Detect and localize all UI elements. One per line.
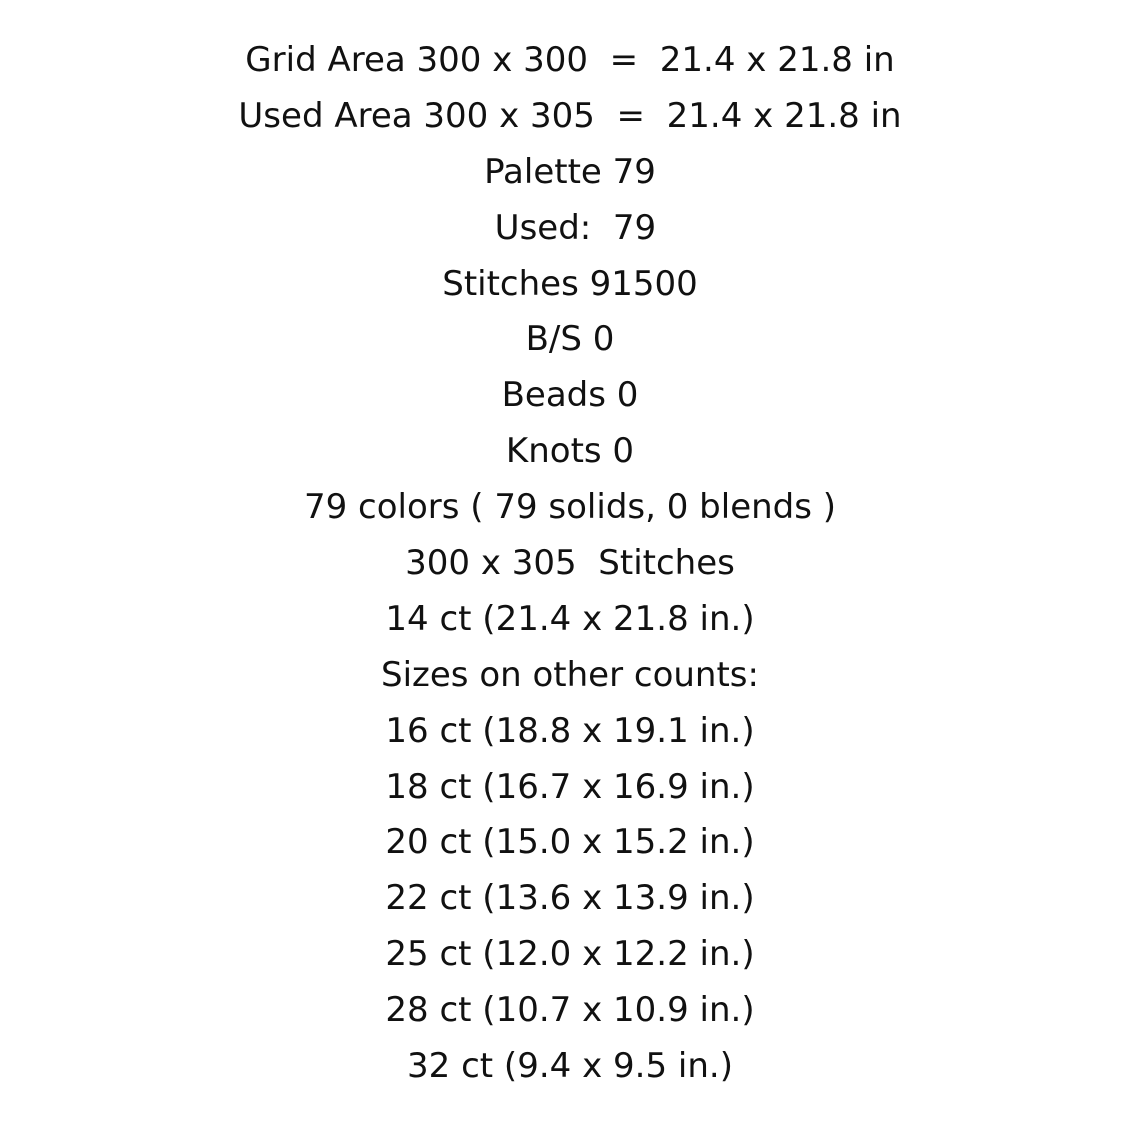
size-line-16ct: 16 ct (18.8 x 19.1 in.)	[385, 710, 755, 751]
used-area-line: Used Area 300 x 305 = 21.4 x 21.8 in	[238, 95, 902, 136]
size-line-18ct: 18 ct (16.7 x 16.9 in.)	[385, 766, 755, 807]
colors-summary-line: 79 colors ( 79 solids, 0 blends )	[303, 487, 837, 528]
dimensions-line: 300 x 305 Stitches	[405, 543, 735, 584]
grid-area-line: Grid Area 300 x 300 = 21.4 x 21.8 in	[245, 40, 895, 80]
size-line-32ct: 32 ct (9.4 x 9.5 in.)	[407, 1046, 733, 1087]
pattern-info-sheet	[0, 33, 1140, 1095]
stitches-line: Stitches 91500	[442, 263, 698, 304]
used-colors-line: Used: 79	[483, 207, 657, 248]
palette-line: Palette 79	[484, 151, 656, 192]
size-line-22ct: 22 ct (13.6 x 13.9 in.)	[385, 878, 755, 919]
other-counts-heading: Sizes on other counts:	[381, 654, 759, 695]
size-line-20ct: 20 ct (15.0 x 15.2 in.)	[385, 822, 755, 863]
back-stitches-line: B/S 0	[525, 319, 615, 360]
primary-size-line: 14 ct (21.4 x 21.8 in.)	[385, 598, 755, 639]
size-line-25ct: 25 ct (12.0 x 12.2 in.)	[385, 934, 755, 975]
knots-line: Knots 0	[505, 431, 635, 472]
size-line-28ct: 28 ct (10.7 x 10.9 in.)	[385, 990, 755, 1031]
beads-line: Beads 0	[501, 375, 639, 416]
